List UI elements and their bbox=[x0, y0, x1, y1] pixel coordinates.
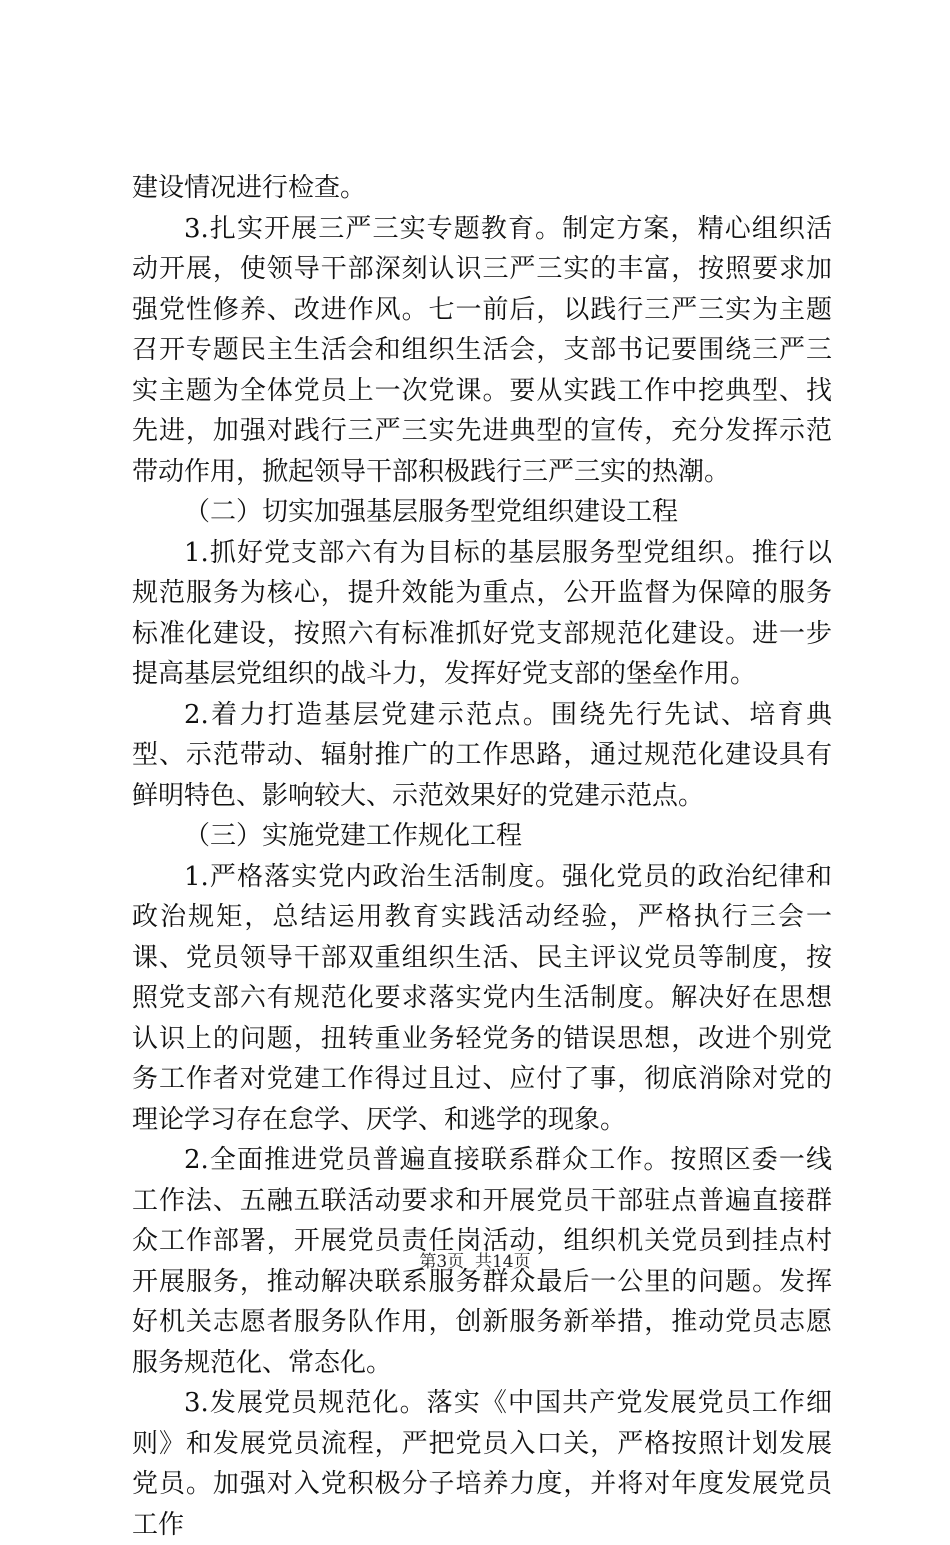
document-body bbox=[132, 168, 832, 1545]
section-heading-2: （二）切实加强基层服务型党组织建设工程 bbox=[184, 497, 679, 527]
paragraph-item-3-three-stricts: 3.扎实开展三严三实专题教育。制定方案，精心组织活动开展，使领导干部深刻认识三严三实的丰富，按照要求加强党性修养、改进作风。七一前后，以践行三严三实为主题召开专题民主生活会和组织生活会，支部书记要围绕三严三实主题为全体党员上一次党课。要从实践工作中挖典型、找先进，加强对践行三严三实先进典型的宣传，充分发挥示范带动作用，掀起领导干部积极践行三严三实的热潮。 bbox=[132, 213, 832, 487]
paragraph-item-1-party-life: 1.严格落实党内政治生活制度。强化党员的政治纪律和政治规矩，总结运用教育实践活动经验，严格执行三会一课、党员领导干部双重组织生活、民主评议党员等制度，按照党支部六有规范化要求落实党内生活制度。解决好在思想认识上的问题，扭转重业务轻党务的错误思想，改进个别党务工作者对党建工作得过且过、应付了事，彻底消除对党的理论学习存在怠学、厌学、和逃学的现象。 bbox=[132, 861, 832, 1135]
paragraph-item-3-member-development: 3.发展党员规范化。落实《中国共产党发展党员工作细则》和发展党员流程，严把党员入口关，严格按照计划发展党员。加强对入党积极分子培养力度，并将对年度发展党员工作 bbox=[132, 1388, 832, 1540]
section-heading-3: （三）实施党建工作规化工程 bbox=[184, 821, 523, 851]
paragraph-item-2-contact-masses: 2.全面推进党员普遍直接联系群众工作。按照区委一线工作法、五融五联活动要求和开展党员干部驻点普遍直接群众工作部署，开展党员责任岗活动，组织机关党员到挂点村开展服务，推动解决联系服务群众最后一公里的问题。发挥好机关志愿者服务队作用，创新服务新举措，推动党员志愿服务规范化、常态化。 bbox=[132, 1145, 832, 1378]
page-footer bbox=[0, 1247, 950, 1272]
paragraph-continuation: 建设情况进行检查。 bbox=[132, 173, 367, 203]
paragraph-item-2-demo-sites: 2.着力打造基层党建示范点。围绕先行先试、培育典型、示范带动、辐射推广的工作思路，通过规范化建设具有鲜明特色、影响较大、示范效果好的党建示范点。 bbox=[132, 699, 832, 811]
page-number-label: 第3页 共14页 bbox=[419, 1252, 531, 1272]
paragraph-item-1-service-org: 1.抓好党支部六有为目标的基层服务型党组织。推行以规范服务为核心，提升效能为重点，公开监督为保障的服务标准化建设，按照六有标准抓好党支部规范化建设。进一步提高基层党组织的战斗力，发挥好党支部的堡垒作用。 bbox=[132, 537, 832, 689]
